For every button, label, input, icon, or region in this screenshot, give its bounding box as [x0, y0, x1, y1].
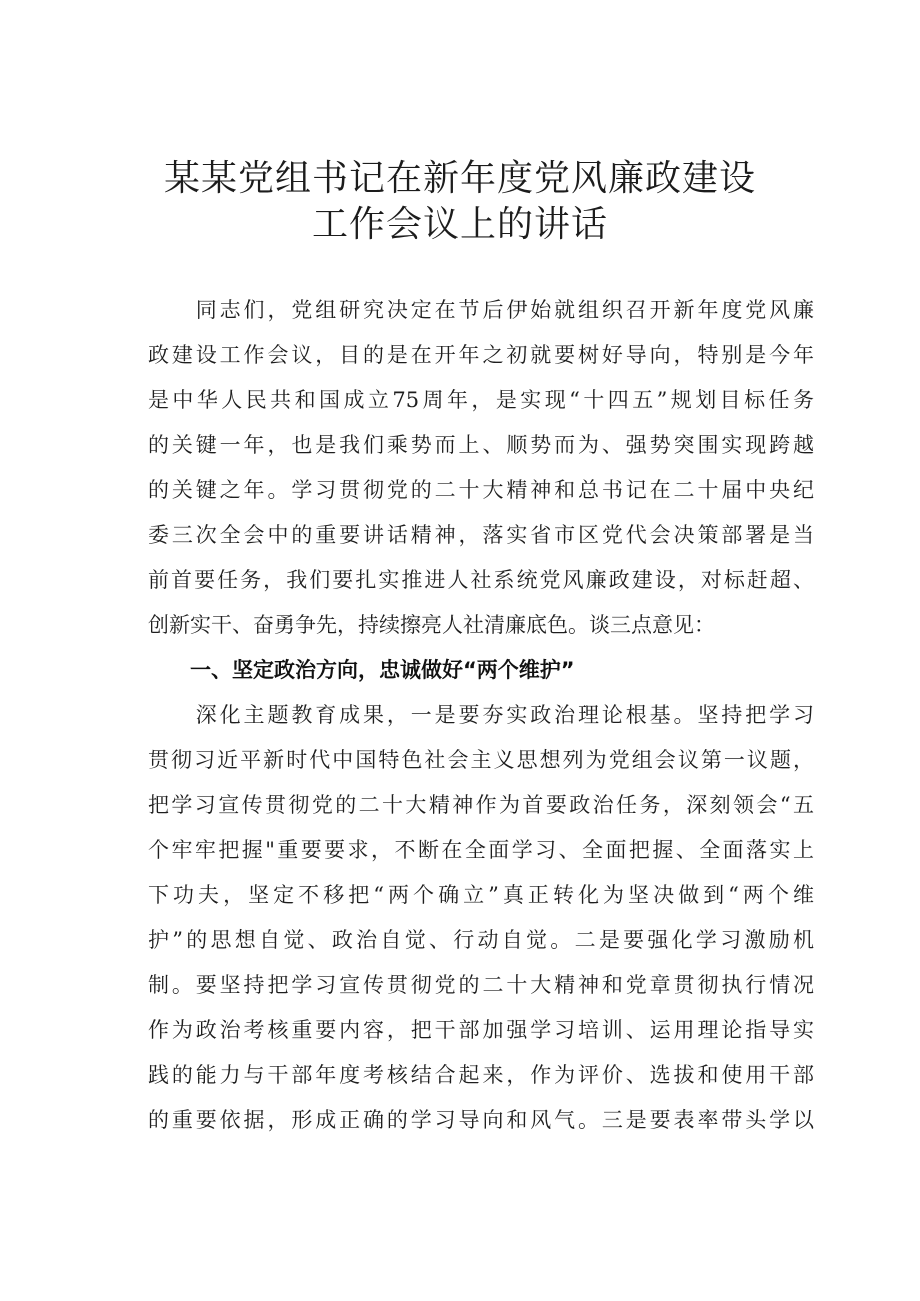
paragraph-line: 同志们，党组研究决定在节后伊始就组织召开新年度党风廉 [148, 298, 814, 322]
title-line-2: 工作会议上的讲话 [311, 204, 608, 245]
paragraph-intro [148, 288, 814, 648]
document-body [148, 288, 814, 1143]
paragraph-line: 护”的思想自觉、政治自觉、行动自觉。二是要强化学习激励机 [148, 928, 814, 952]
paragraph-line: 作为政治考核重要内容，把干部加强学习培训、运用理论指导实 [148, 1018, 814, 1042]
paragraph-line: 委三次全会中的重要讲话精神，落实省市区党代会决策部署是当 [148, 523, 814, 547]
paragraph-line: 个牢牢把握"重要要求，不断在全面学习、全面把握、全面落实上 [148, 838, 814, 862]
paragraph-line: 制。要坚持把学习宣传贯彻党的二十大精神和党章贯彻执行情况 [148, 973, 814, 997]
paragraph-line: 深化主题教育成果，一是要夯实政治理论根基。坚持把学习 [148, 703, 814, 727]
paragraph-line: 践的能力与干部年度考核结合起来，作为评价、选拔和使用干部 [148, 1063, 814, 1087]
paragraph-line: 前首要任务，我们要扎实推进人社系统党风廉政建设，对标赶超、 [148, 568, 814, 592]
paragraph-line: 政建设工作会议，目的是在开年之初就要树好导向，特别是今年 [148, 343, 814, 367]
section-heading-1: 一、坚定政治方向，忠诚做好“两个维护” [148, 658, 575, 682]
title-line-1: 某某党组书记在新年度党风廉政建设 [163, 158, 756, 199]
paragraph-line: 是中华人民共和国成立75周年，是实现“十四五”规划目标任务 [148, 388, 814, 412]
paragraph-line: 把学习宣传贯彻党的二十大精神作为首要政治任务，深刻领会“五 [148, 793, 814, 817]
paragraph-line: 创新实干、奋勇争先，持续擦亮人社清廉底色。谈三点意见： [148, 613, 715, 637]
paragraph-line: 的关键一年，也是我们乘势而上、顺势而为、强势突围实现跨越 [148, 433, 814, 457]
paragraph-line: 贯彻习近平新时代中国特色社会主义思想列为党组会议第一议题， [148, 748, 814, 772]
paragraph-line: 下功夫，坚定不移把“两个确立”真正转化为坚决做到“两个维 [148, 883, 814, 907]
document-title [0, 156, 920, 248]
paragraph-line: 的重要依据，形成正确的学习导向和风气。三是要表率带头学以 [148, 1108, 814, 1132]
paragraph-section-1 [148, 693, 814, 1143]
paragraph-line: 的关键之年。学习贯彻党的二十大精神和总书记在二十届中央纪 [148, 478, 814, 502]
